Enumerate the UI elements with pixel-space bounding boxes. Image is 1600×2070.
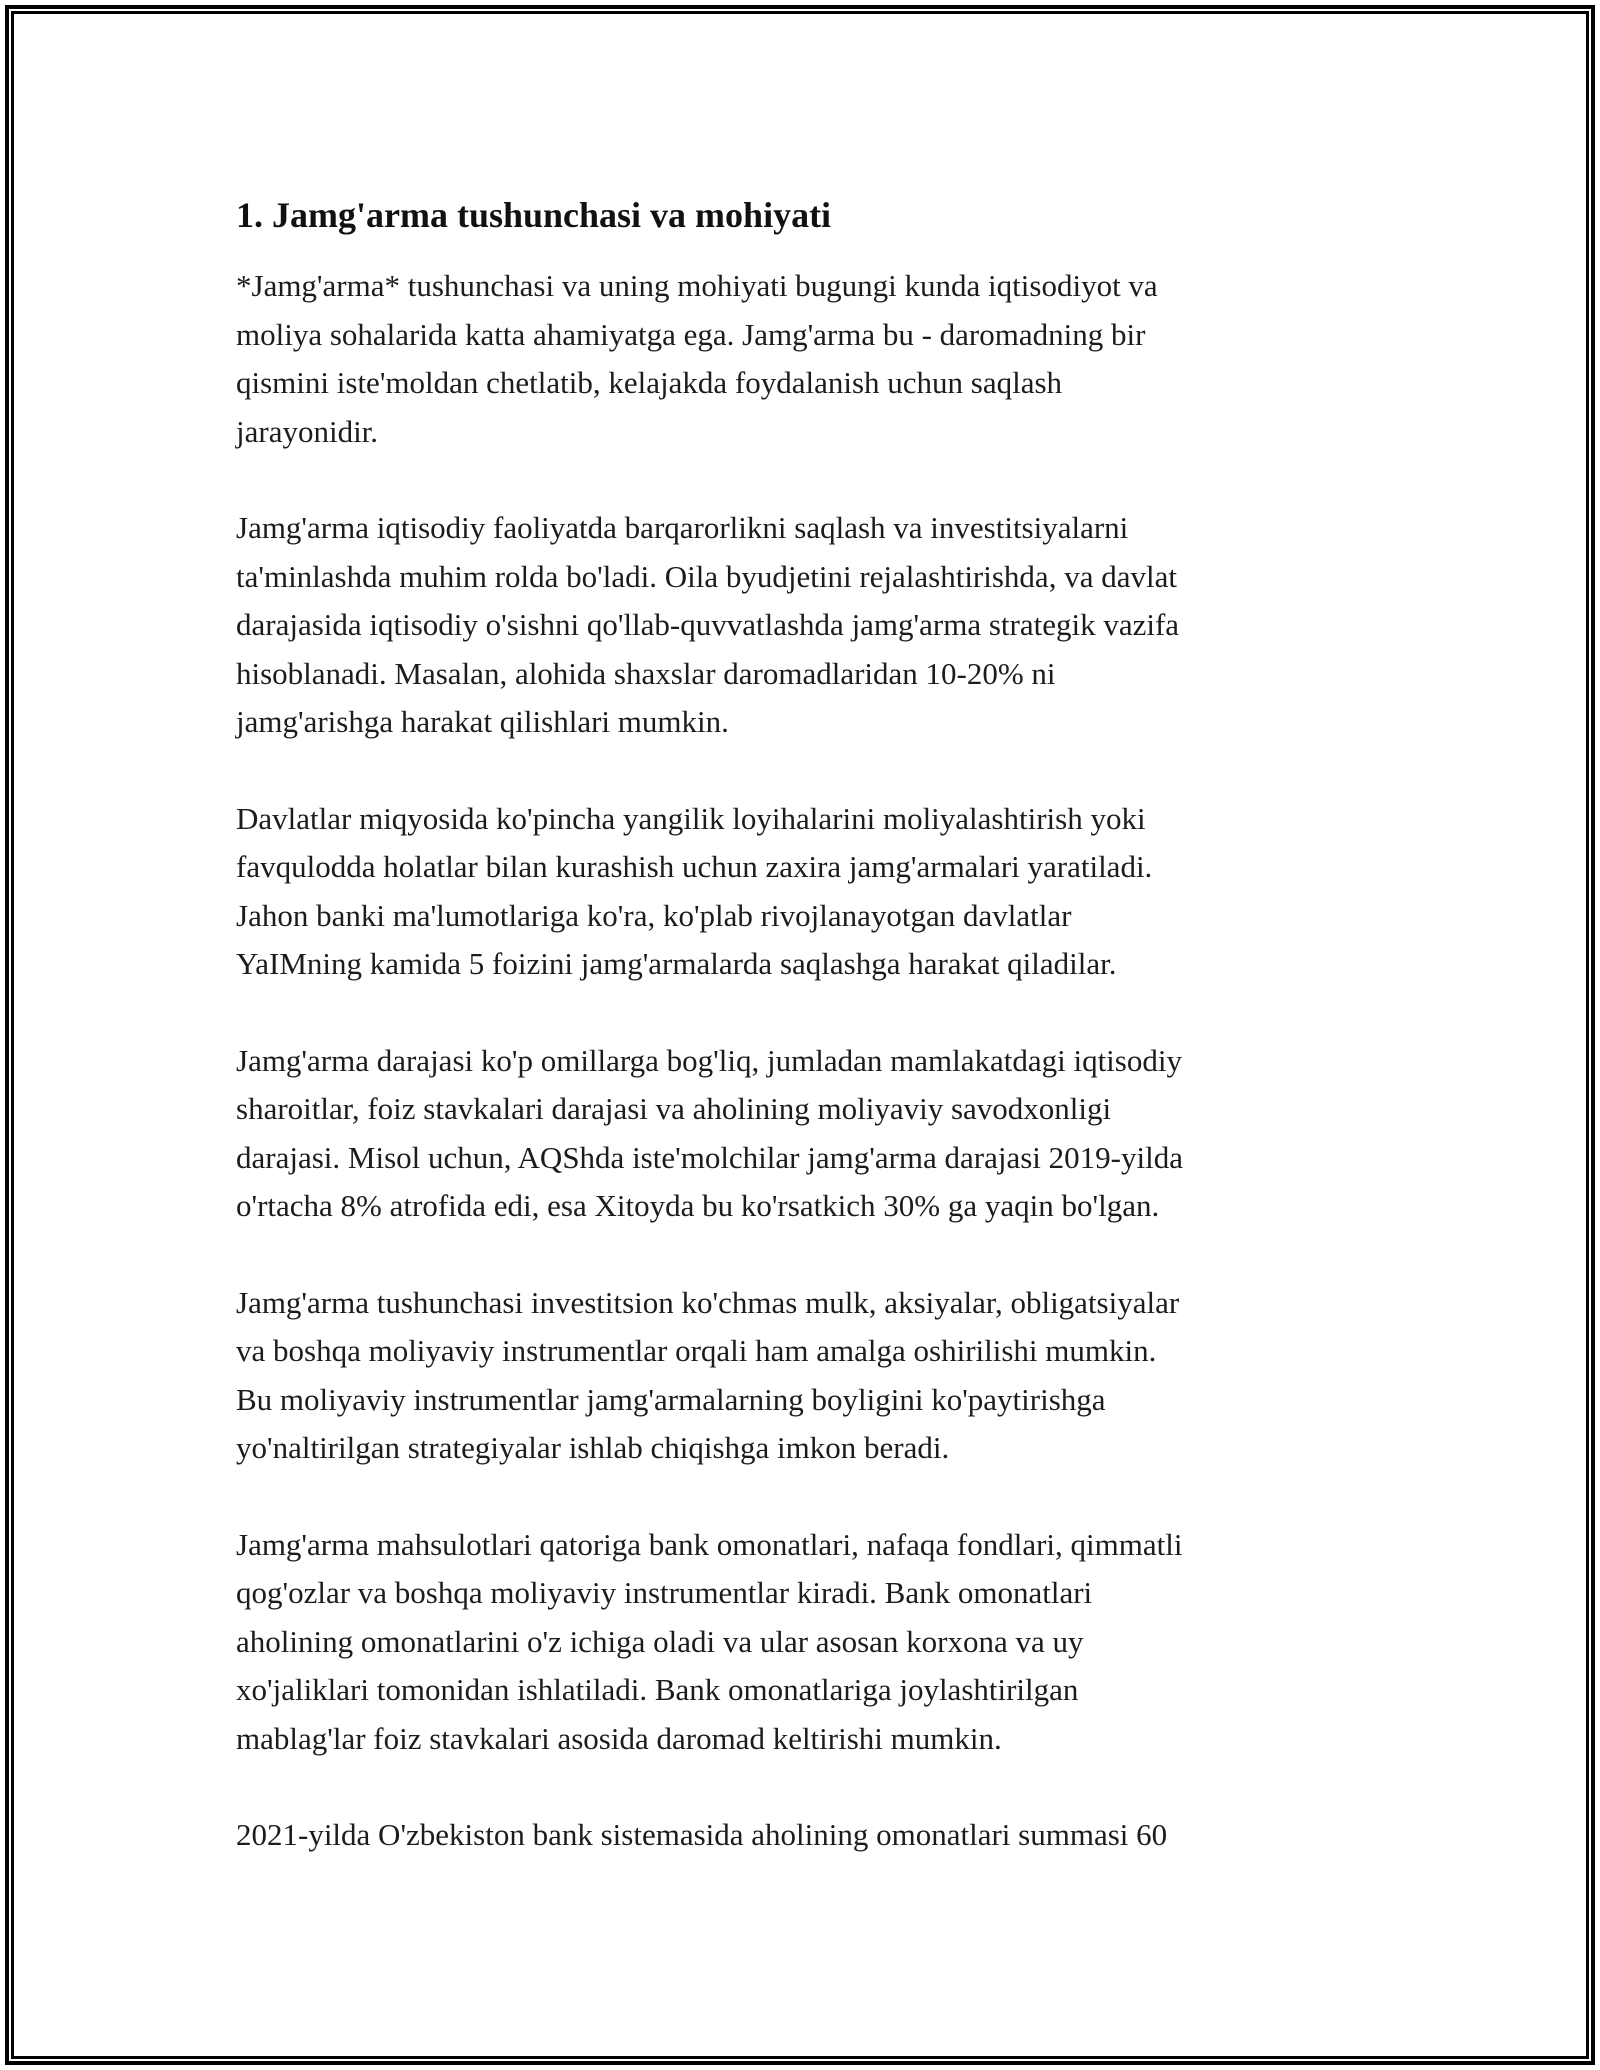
paragraph-uzbekistan-deposits: 2021-yilda O'zbekiston bank sistemasida aholining omonatlari summasi 60 [236, 1817, 1168, 1852]
paragraph-economic-role: Jamg'arma iqtisodiy faoliyatda barqarorlikni saqlash va investitsiyalarni ta'minlashda muhim rolda bo'ladi. Oila byudjetini rejalashtirishda, va davlat darajasida iqtisodiy o'sishni qo'llab-quvvatlashda jamg'arma strategik vazifa hisoblanadi. Masalan, alohida shaxslar daromadlaridan 10-20% ni jamg'arishga harakat qilishlari mumkin. [236, 510, 1180, 739]
paragraph-state-reserves: Davlatlar miqyosida ko'pincha yangilik loyihalarini moliyalashtirish yoki favqulodda holatlar bilan kurashish uchun zaxira jamg'armalari yaratiladi. Jahon banki ma'lumotlariga ko'ra, ko'plab rivojlanayotgan davlatlar YaIMning kamida 5 foizini jamg'armalarda saqlashga harakat qiladilar. [236, 800, 1153, 981]
paragraph-investment-instruments: Jamg'arma tushunchasi investitsion ko'chmas mulk, aksiyalar, obligatsiyalar va boshqa moliyaviy instrumentlar orqali ham amalga oshirilishi mumkin. Bu moliyaviy instrumentlar jamg'armalarning boyligini ko'paytirishga yo'naltirilgan strategiyalar ishlab chiqishga imkon beradi. [236, 1284, 1180, 1465]
paragraph-savings-products: Jamg'arma mahsulotlari qatoriga bank omonatlari, nafaqa fondlari, qimmatli qog'ozlar va boshqa moliyaviy instrumentlar kiradi. Bank omonatlari aholining omonatlarini o'z ichiga oladi va ular asosan korxona va uy xo'jaliklari tomonidan ishlatiladi. Bank omonatlariga joylashtirilgan mablag'lar foiz stavkalari asosida daromad keltirishi mumkin. [236, 1526, 1183, 1756]
document-body [236, 186, 1376, 1908]
paragraph-savings-factors: Jamg'arma darajasi ko'p omillarga bog'liq, jumladan mamlakatdagi iqtisodiy sharoitlar, foiz stavkalari darajasi va aholining moliyaviy savodxonligi darajasi. Misol uchun, AQShda iste'molchilar jamg'arma darajasi 2019-yilda o'rtacha 8% atrofida edi, esa Xitoyda bu ko'rsatkich 30% ga yaqin bo'lgan. [236, 1042, 1183, 1223]
section-heading: 1. Jamg'arma tushunchasi va mohiyati [236, 195, 832, 235]
paragraph-definition: *Jamg'arma* tushunchasi va uning mohiyati bugungi kunda iqtisodiyot va moliya sohalarida katta ahamiyatga ega. Jamg'arma bu - daromadning bir qismini iste'moldan chetlatib, kelajakda foydalanish uchun saqlash jarayonidir. [236, 268, 1158, 449]
